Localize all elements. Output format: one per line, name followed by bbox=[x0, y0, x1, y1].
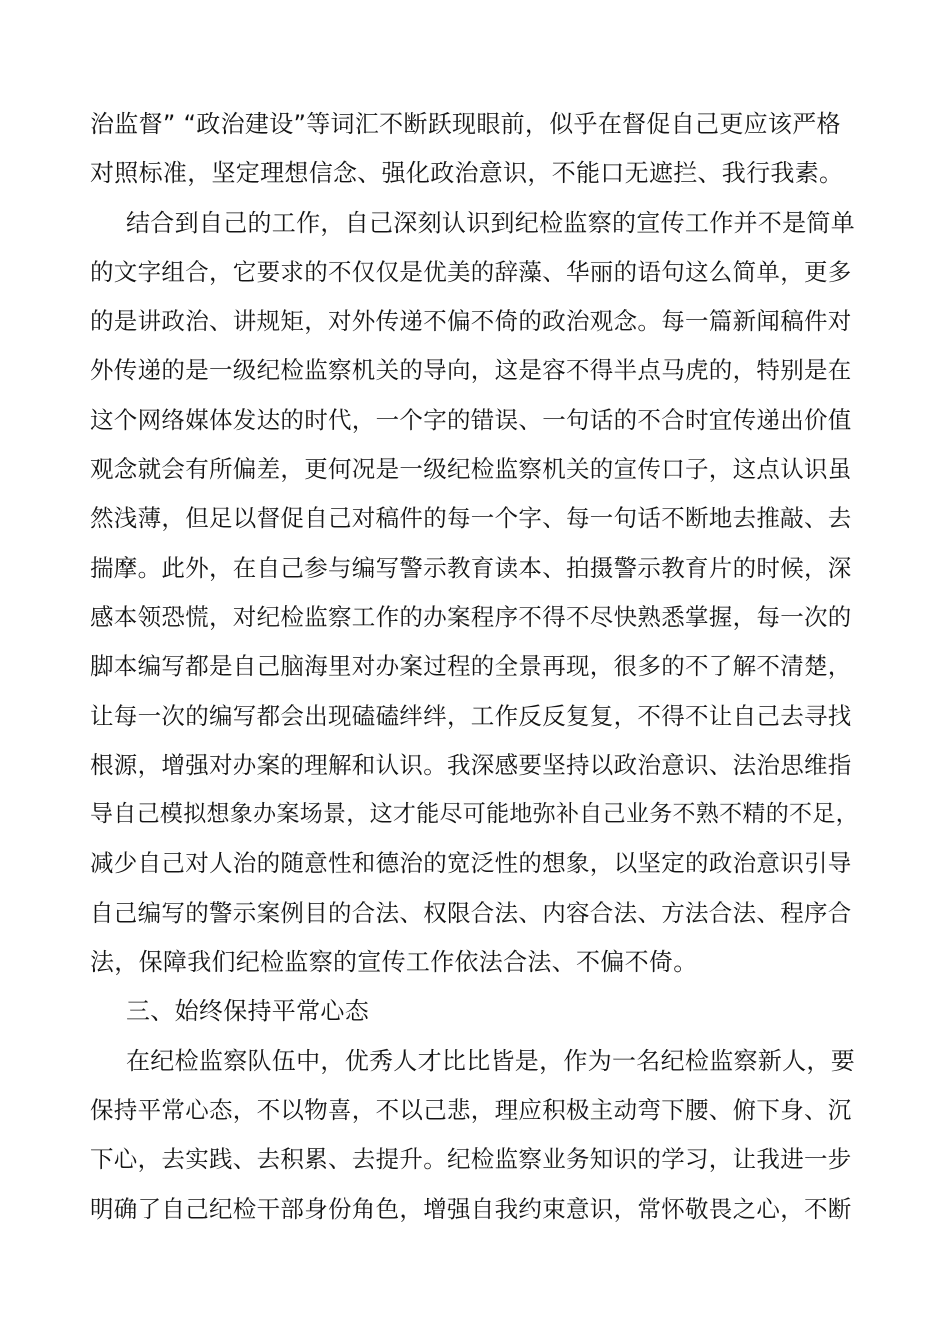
text-line: 感本领恐慌，对纪检监察工作的办案程序不得不尽快熟悉掌握，每一次的 bbox=[90, 602, 852, 631]
text-line: 的是讲政治、讲规矩，对外传递不偏不倚的政治观念。每一篇新闻稿件对 bbox=[90, 307, 852, 336]
text-line: 法，保障我们纪检监察的宣传工作依法合法、不偏不倚。 bbox=[90, 948, 698, 977]
text-line: 自己编写的警示案例目的合法、权限合法、内容合法、方法合法、程序合 bbox=[90, 898, 852, 927]
text-line: 治监督” “政治建设”等词汇不断跃现眼前，似乎在督促自己更应该严格 bbox=[90, 110, 841, 138]
text-line: 结合到自己的工作，自己深刻认识到纪检监察的宣传工作并不是简单 bbox=[126, 208, 855, 237]
text-line: 下心，去实践、去积累、去提升。纪检监察业务知识的学习，让我进一步 bbox=[90, 1145, 852, 1174]
text-line: 观念就会有所偏差，更何况是一级纪检监察机关的宣传口子，这点认识虽 bbox=[90, 455, 852, 484]
text-line: 脚本编写都是自己脑海里对办案过程的全景再现，很多的不了解不清楚， bbox=[90, 652, 852, 681]
text-line: 的文字组合，它要求的不仅仅是优美的辞藻、华丽的语句这么简单，更多 bbox=[90, 257, 852, 286]
text-line: 根源，增强对办案的理解和认识。我深感要坚持以政治意识、法治思维指 bbox=[90, 750, 852, 779]
text-line: 然浅薄，但足以督促自己对稿件的每一个字、每一句话不断地去推敲、去 bbox=[90, 504, 852, 533]
text-line: 明确了自己纪检干部身份角色，增强自我约束意识，常怀敬畏之心，不断 bbox=[90, 1194, 852, 1223]
text-line: 在纪检监察队伍中，优秀人才比比皆是，作为一名纪检监察新人，要 bbox=[126, 1046, 855, 1075]
text-line: 揣摩。此外，在自己参与编写警示教育读本、拍摄警示教育片的时候，深 bbox=[90, 553, 852, 582]
text-line: 三、始终保持平常心态 bbox=[126, 997, 369, 1026]
text-line: 对照标准，坚定理想信念、强化政治意识，不能口无遮拦、我行我素。 bbox=[90, 159, 844, 188]
text-line: 保持平常心态，不以物喜，不以己悲，理应积极主动弯下腰、俯下身、沉 bbox=[90, 1095, 852, 1124]
text-line: 外传递的是一级纪检监察机关的导向，这是容不得半点马虎的，特别是在 bbox=[90, 356, 852, 385]
text-line: 减少自己对人治的随意性和德治的宽泛性的想象，以坚定的政治意识引导 bbox=[90, 849, 852, 878]
text-line: 导自己模拟想象办案场景，这才能尽可能地弥补自己业务不熟不精的不足， bbox=[90, 801, 859, 828]
text-line: 这个网络媒体发达的时代，一个字的错误、一句话的不合时宜传递出价值 bbox=[90, 405, 852, 434]
body-text bbox=[90, 100, 865, 1234]
text-line: 让每一次的编写都会出现磕磕绊绊，工作反反复复，不得不让自己去寻找 bbox=[90, 701, 852, 730]
